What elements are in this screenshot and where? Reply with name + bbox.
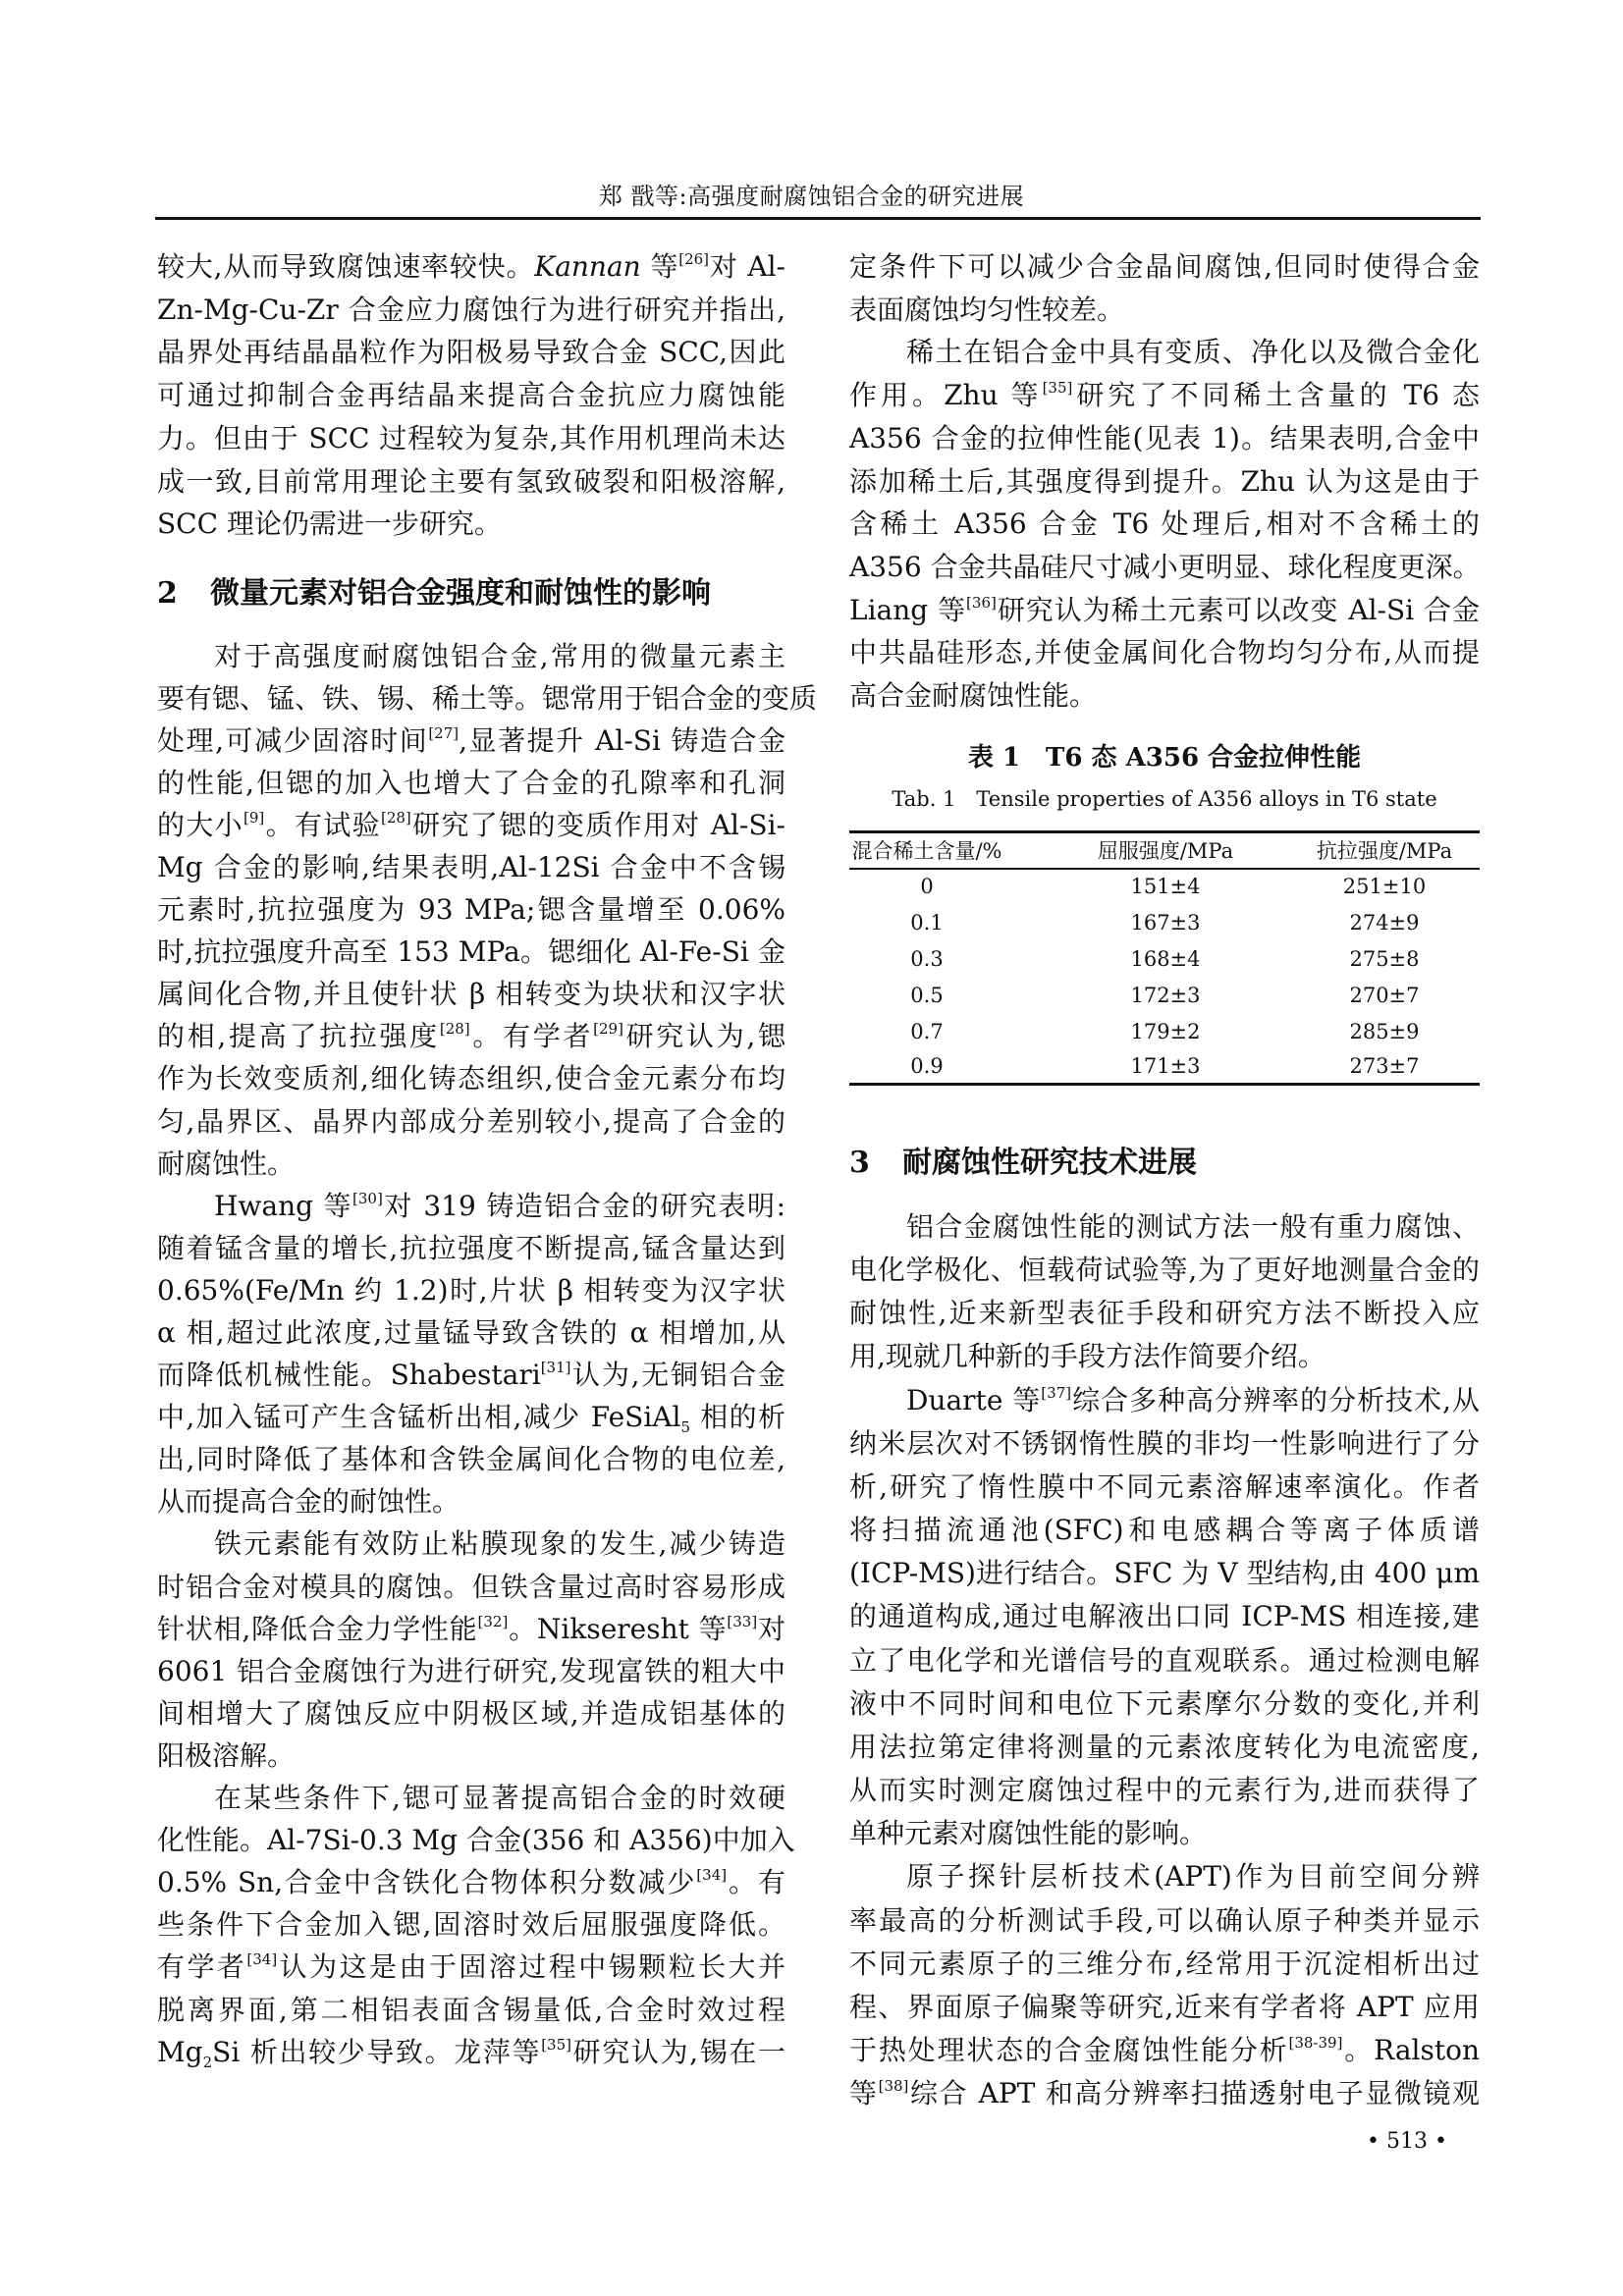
text-line: 而降低机械性能。Shabestari[31]认为,无铜铝合金: [157, 1359, 786, 1392]
text-line: 匀,晶界区、晶界内部成分差别较小,提高了合金的: [157, 1104, 785, 1138]
text-line: 的大小[9]。有试验[28]研究了锶的变质作用对 Al-Si-: [157, 808, 785, 841]
text-line: 电化学极化、恒载荷试验等,为了更好地测量合金的: [849, 1254, 1480, 1287]
text-line: 间相增大了腐蚀反应中阴极区域,并造成铝基体的: [157, 1696, 785, 1730]
right-column-top: [849, 245, 1480, 718]
text-line: 成一致,目前常用理论主要有氢致破裂和阳极溶解,: [157, 464, 785, 498]
text-line: $Mg_2Si$ 析出较少导致。龙萍等[35]研究认为,锡在一: [157, 2035, 785, 2071]
text-line: A356 合金共晶硅尺寸减小更明显、球化程度更深。: [849, 550, 1481, 583]
paragraph: [157, 1777, 795, 2073]
text-line: 析,研究了惰性膜中不同元素溶解速率演化。作者: [849, 1469, 1480, 1503]
paragraph: [849, 331, 1480, 717]
text-line: 耐腐蚀性。: [157, 1147, 296, 1180]
table-row: [849, 906, 1480, 939]
section-title: 耐腐蚀性研究技术进展: [902, 1146, 1197, 1180]
paragraph: [157, 635, 818, 1185]
text-line: 些条件下合金加入锶,固溶时效后屈服强度降低。: [157, 1908, 785, 1942]
page-number: • 513 •: [1367, 2129, 1447, 2154]
table-cell: 0.3: [910, 947, 944, 971]
text-line: 将扫描流通池(SFC)和电感耦合等离子体质谱: [849, 1514, 1480, 1547]
table-cell: 0: [920, 875, 934, 898]
text-line: 力。但由于 SCC 过程较为复杂,其作用机理尚未达: [157, 421, 785, 454]
text-line: 出,同时降低了基体和含铁金属间化合物的电位差,: [157, 1443, 785, 1476]
text-line: 6061 铝合金腐蚀行为进行研究,发现富铁的粗大中: [157, 1654, 785, 1687]
text-line: 0.5% Sn,合金中含铁化合物体积分数减少[34]。有: [157, 1866, 785, 1899]
table-row: [849, 1015, 1480, 1048]
text-line: 元素时,抗拉强度为 93 MPa;锶含量增至 0.06%: [157, 893, 785, 927]
table-header-cell: 屈服强度/MPa: [1097, 839, 1234, 863]
section-heading-3: [849, 1142, 1197, 1185]
text-line: 程、界面原子偏聚等研究,近来有学者将 APT 应用: [849, 1990, 1480, 2023]
text-line: SCC 理论仍需进一步研究。: [157, 507, 502, 541]
text-line: 铁元素能有效防止粘膜现象的发生,减少铸造: [214, 1527, 785, 1561]
table-cell: 171±3: [1130, 1054, 1201, 1078]
section-number: 3: [849, 1146, 870, 1180]
text-line: (ICP-MS)进行结合。SFC 为 V 型结构,由 400 μm: [849, 1557, 1480, 1590]
text-line: Liang 等[36]研究认为稀土元素可以改变 Al-Si 合金: [849, 593, 1480, 626]
table-cell: 270±7: [1349, 984, 1420, 1007]
table-row: [849, 1049, 1480, 1083]
table-cell: 273±7: [1349, 1054, 1420, 1078]
paragraph: [849, 1379, 1480, 1856]
paragraph: [157, 245, 785, 546]
table-header-row: [849, 834, 1480, 868]
text-line: 脱离界面,第二相铝表面含锡量低,合金时效过程: [157, 1993, 785, 2026]
text-line: 较大,从而导致腐蚀速率较快。Kannan 等[26]对 Al-: [157, 250, 785, 283]
paragraph: [157, 1185, 785, 1523]
text-line: 随着锰含量的增长,抗拉强度不断提高,锰含量达到: [157, 1231, 785, 1264]
text-line: 的相,提高了抗拉强度[28]。有学者[29]研究认为,锶: [157, 1020, 785, 1053]
table-row: [849, 870, 1480, 903]
text-line: 作为长效变质剂,细化铸态组织,使合金元素分布均: [157, 1062, 785, 1095]
text-line: 稀土在铝合金中具有变质、净化以及微合金化: [906, 336, 1480, 369]
text-line: Mg 合金的影响,结果表明,Al-12Si 合金中不含锡: [157, 850, 785, 883]
text-line: 等[38]综合 APT 和高分辨率扫描透射电子显微镜观: [849, 2077, 1480, 2110]
table-cell: 168±4: [1130, 947, 1201, 971]
text-line: 阳极溶解。: [157, 1738, 296, 1772]
text-line: 不同元素原子的三维分布,经常用于沉淀相析出过: [849, 1947, 1480, 1980]
section-number: 2: [157, 576, 178, 611]
paragraph: [849, 1205, 1480, 1379]
header-rule: [155, 217, 1481, 220]
text-line: 用,现就几种新的手段方法作简要介绍。: [849, 1340, 1325, 1373]
text-line: 表面腐蚀均匀性较差。: [849, 293, 1125, 326]
table-cell: 0.9: [910, 1054, 944, 1078]
table-cell: 285±9: [1349, 1020, 1420, 1043]
table-cell: 0.5: [910, 984, 944, 1007]
text-line: 时铝合金对模具的腐蚀。但铁含量过高时容易形成: [157, 1570, 785, 1603]
text-line: 高合金耐腐蚀性能。: [849, 679, 1098, 713]
text-line: 中共晶硅形态,并使金属间化合物均匀分布,从而提: [849, 636, 1480, 669]
text-line: 处理,可减少固溶时间[27],显著提升 Al-Si 铸造合金: [157, 723, 785, 757]
text-line: 中,加入锰可产生含锰析出相,减少 FeSiAl$_5$ 相的析: [157, 1401, 786, 1437]
text-line: Hwang 等[30]对 319 铸造铝合金的研究表明:: [214, 1189, 785, 1222]
section-title: 微量元素对铝合金强度和耐蚀性的影响: [210, 576, 711, 611]
table-cell: 172±3: [1130, 984, 1201, 1007]
text-line: 于热处理状态的合金腐蚀性能分析[38-39]。Ralston: [849, 2033, 1480, 2066]
table-cell: 0.1: [910, 911, 944, 934]
text-line: 晶界处再结晶晶粒作为阳极易导致合金 SCC,因此: [157, 336, 785, 369]
table-cell: 151±4: [1130, 875, 1201, 898]
text-line: 率最高的分析测试手段,可以确认原子种类并显示: [849, 1903, 1480, 1937]
table-cell: 179±2: [1130, 1020, 1201, 1043]
paragraph: [849, 1855, 1480, 2115]
table-top-rule: [849, 830, 1480, 833]
text-line: 从而提高合金的耐蚀性。: [157, 1485, 460, 1519]
text-line: 时,抗拉强度升高至 153 MPa。锶细化 Al-Fe-Si 金: [157, 935, 785, 969]
text-line: 铝合金腐蚀性能的测试方法一般有重力腐蚀、: [906, 1210, 1480, 1243]
text-line: 可通过抑制合金再结晶来提高合金抗应力腐蚀能: [157, 379, 785, 412]
paragraph: [849, 245, 1480, 331]
table-bottom-rule: [849, 1083, 1480, 1086]
left-column-top: [157, 245, 785, 546]
text-line: 要有锶、锰、铁、锡、稀土等。锶常用于铝合金的变质: [157, 681, 818, 715]
text-line: Zn-Mg-Cu-Zr 合金应力腐蚀行为进行研究并指出,: [157, 293, 785, 326]
text-line: 作用。Zhu 等[35]研究了不同稀土含量的 T6 态: [849, 379, 1480, 412]
text-line: 耐蚀性,近来新型表征手段和研究方法不断投入应: [849, 1297, 1480, 1330]
table-title: 表 1 T6 态 A356 合金拉伸性能: [967, 743, 1362, 773]
text-line: 从而实时测定腐蚀过程中的元素行为,进而获得了: [849, 1774, 1480, 1807]
text-line: 纳米层次对不锈钢惰性膜的非均一性影响进行了分: [849, 1426, 1480, 1460]
left-column-bottom: [157, 635, 818, 2073]
text-line: 对于高强度耐腐蚀铝合金,常用的微量元素主: [214, 639, 785, 672]
text-line: 立了电化学和光谱信号的直观联系。通过检测电解: [849, 1643, 1480, 1677]
text-line: 定条件下可以减少合金晶间腐蚀,但同时使得合金: [849, 250, 1480, 283]
text-line: 单种元素对腐蚀性能的影响。: [849, 1817, 1208, 1850]
table-cell: 251±10: [1342, 875, 1427, 898]
text-line: 0.65%(Fe/Mn 约 1.2)时,片状 β 相转变为汉字状: [157, 1273, 785, 1307]
text-line: 的通道构成,通过电解液出口同 ICP-MS 相连接,建: [849, 1600, 1480, 1633]
table-row: [849, 942, 1480, 976]
text-line: 添加稀土后,其强度得到提升。Zhu 认为这是由于: [849, 464, 1480, 498]
table-cell: 167±3: [1130, 911, 1201, 934]
text-line: 针状相,降低合金力学性能[32]。Nikseresht 等[33]对: [157, 1612, 785, 1645]
paragraph: [157, 1522, 785, 1777]
table-cell: 274±9: [1349, 911, 1420, 934]
text-line: 化性能。Al-7Si-0.3 Mg 合金(356 和 A356)中加入: [157, 1824, 795, 1857]
text-line: Duarte 等[37]综合多种高分辨率的分析技术,从: [906, 1383, 1480, 1416]
table-caption: Tab. 1 Tensile properties of A356 alloys in T6 state: [892, 787, 1437, 811]
section-heading-2: [157, 572, 711, 615]
text-line: 含稀土 A356 合金 T6 处理后,相对不含稀土的: [849, 507, 1480, 541]
running-head: 郑 戬等:高强度耐腐蚀铝合金的研究进展: [598, 183, 1025, 210]
text-line: 的性能,但锶的加入也增大了合金的孔隙率和孔洞: [157, 766, 785, 799]
text-line: 属间化合物,并且使针状 β 相转变为块状和汉字状: [157, 978, 785, 1011]
table-header-cell: 抗拉强度/MPa: [1316, 839, 1453, 863]
table-cell: 275±8: [1349, 947, 1420, 971]
text-line: 有学者[34]认为这是由于固溶过程中锡颗粒长大并: [157, 1950, 785, 1984]
right-column-bottom: [849, 1205, 1480, 2115]
table-cell: 0.7: [910, 1020, 944, 1043]
text-line: A356 合金的拉伸性能(见表 1)。结果表明,合金中: [849, 421, 1480, 454]
text-line: 在某些条件下,锶可显著提高铝合金的时效硬: [214, 1782, 785, 1815]
text-line: 液中不同时间和电位下元素摩尔分数的变化,并利: [849, 1686, 1480, 1720]
text-line: α 相,超过此浓度,过量锰导致含铁的 α 相增加,从: [157, 1316, 785, 1349]
table-row: [849, 979, 1480, 1012]
text-line: 用法拉第定律将测量的元素浓度转化为电流密度,: [849, 1730, 1480, 1763]
table-header-cell: 混合稀土含量/%: [851, 839, 1002, 863]
text-line: 原子探针层析技术(APT)作为目前空间分辨: [906, 1860, 1480, 1894]
